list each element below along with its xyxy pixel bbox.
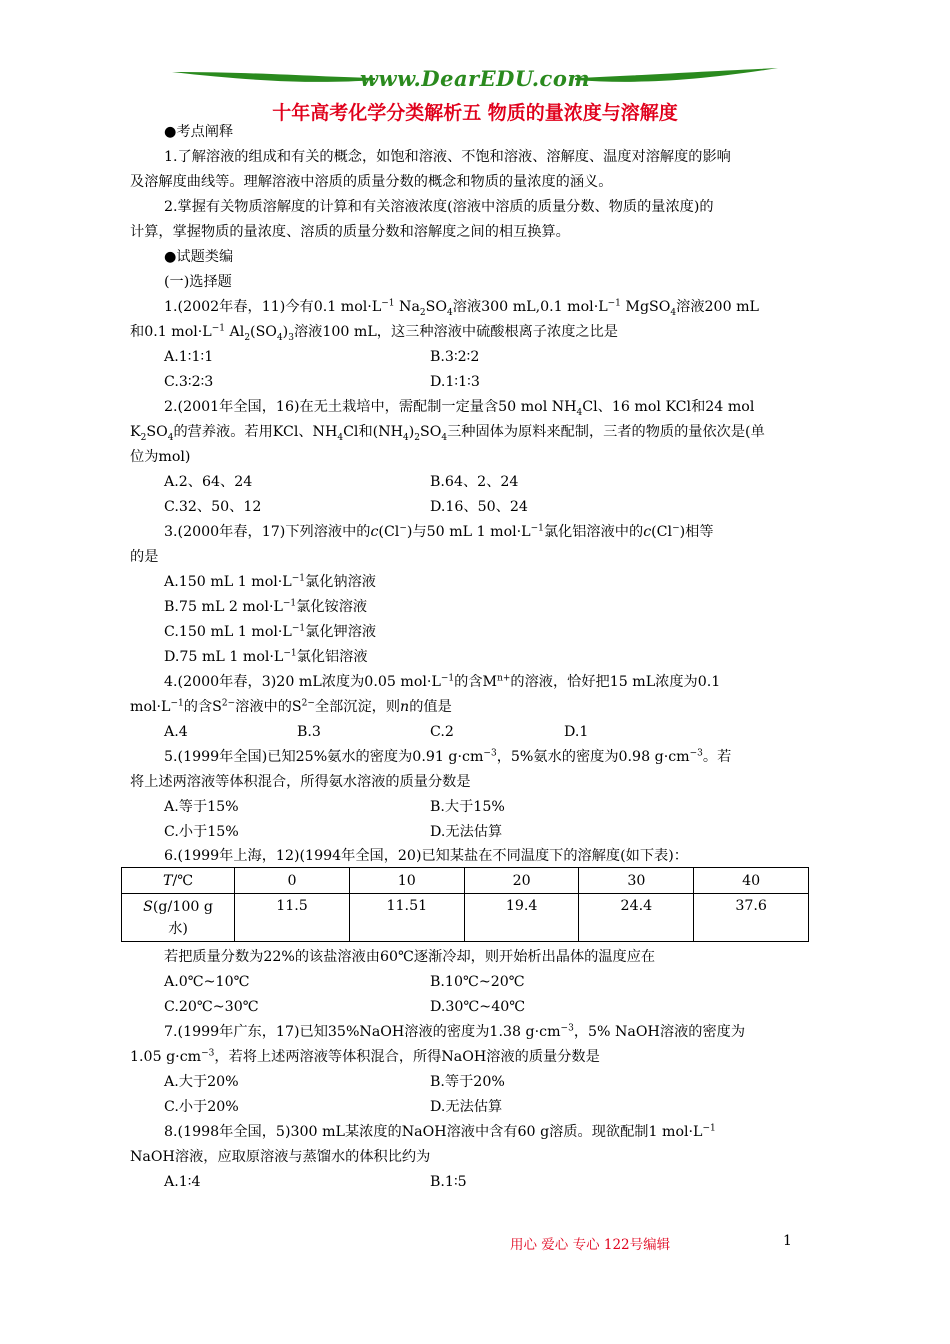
page-footer: 用心 爱心 专心 122号编辑 [510,1237,671,1253]
table-header-cell: 30 [579,868,694,894]
section-heading: ●考点阐释 [164,124,234,140]
table-header-cell: 20 [464,868,579,894]
table-header-cell: 10 [349,868,464,894]
question-6-line-2: 若把质量分数为22%的该盐溶液由60℃逐渐冷却，则开始析出晶体的温度应在 [164,949,656,965]
page-number: 1 [783,1233,792,1249]
option-b: B.75 mL 2 $mol\cdot L^{-1}$氯化铵溶液 [164,598,368,615]
paragraph-line: 及溶解度曲线等。理解溶液中溶质的质量分数的概念和物质的量浓度的涵义。 [130,174,613,190]
question-2-line-2: $K_2SO_4$的营养液。若用KCl、$NH_4Cl$和$(NH_4)_2SO_4$三种固体为原料来配制，三者的物质的量依次是(单 [130,424,765,443]
table-header-cell: 40 [694,868,809,894]
option-a: A.0℃~10℃ [164,974,250,990]
option-d: D.30℃~40℃ [430,999,526,1015]
question-5-line-1: 5.(1999年全国)已知25%氨水的密度为0.91 $g\cdot cm^{-3}$，5%氨水的密度为0.98 $g\cdot cm^{-3}$。若 [164,748,732,765]
table-row-label: S(g/100 g 水) [122,894,235,942]
table-header-cell: 0 [235,868,350,894]
option-d: D.无法估算 [430,1099,503,1115]
option-b: B.3∶2∶2 [430,349,480,365]
question-7-line-2: 1.05 $g\cdot cm^{-3}$，若将上述两溶液等体积混合，所得NaOH溶液的质量分数是 [130,1048,600,1065]
option-b: B.3 [297,724,321,740]
option-c: C.小于20% [164,1099,239,1115]
option-c: C.150 mL 1 $mol\cdot L^{-1}$氯化钾溶液 [164,623,377,640]
question-3-line-1: 3.(2000年春，17)下列溶液中的c(Cl−)与50 mL 1 $mol\cdot L^{-1}$氯化铝溶液中的c(Cl−)相等 [164,523,714,540]
site-banner [170,60,780,100]
paragraph-line: 计算，掌握物质的量浓度、溶质的质量分数和溶解度之间的相互换算。 [130,224,570,240]
option-a: A.1∶1∶1 [164,349,214,365]
question-8-line-1: 8.(1998年全国，5)300 mL某浓度的NaOH溶液中含有60 g溶质。现欲配制1 $mol\cdot L^{-1}$ [164,1123,716,1140]
option-a: A.大于20% [164,1074,239,1090]
question-1-line-1: 1.(2002年春，11)今有0.1 $mol\cdot L^{-1}$ $Na_2SO_4$溶液300 mL,0.1 $mol\cdot L^{-1}$ MgSO$_4$溶液200 mL [164,298,759,318]
option-c: C.32、50、12 [164,499,262,515]
option-b: B.64、2、24 [430,474,519,490]
table-cell: 19.4 [464,894,579,942]
option-c: C.20℃~30℃ [164,999,259,1015]
option-d: D.75 mL 1 $mol\cdot L^{-1}$氯化铝溶液 [164,648,368,665]
option-c: C.3∶2∶3 [164,374,214,390]
option-b: B.等于20% [430,1074,505,1090]
option-d: D.16、50、24 [430,499,528,515]
option-b: B.10℃~20℃ [430,974,525,990]
option-d: D.1 [564,724,589,740]
question-4-line-2: $mol\cdot L^{-1}$的含$S^{2-}$溶液中的$S^{2-}$全部沉淀，则n的值是 [130,698,452,715]
section-heading: ●试题类编 [164,249,234,265]
paragraph-line: 1.了解溶液的组成和有关的概念，如饱和溶液、不饱和溶液、溶解度、温度对溶解度的影响 [164,149,731,165]
option-a: A.150 mL 1 $mol\cdot L^{-1}$氯化钠溶液 [164,573,376,590]
option-a: A.等于15% [164,799,239,815]
table-row [122,894,809,942]
question-8-line-2: NaOH溶液，应取原溶液与蒸馏水的体积比约为 [130,1149,431,1165]
question-2-line-1: 2.(2001年全国，16)在无土栽培中，需配制一定量含50 mol $NH_4Cl$、16 mol KCl和24 mol [164,399,755,418]
option-c: C.小于15% [164,824,239,840]
table-cell: 11.5 [235,894,350,942]
option-a: A.2、64、24 [164,474,253,490]
question-6-line-1: 6.(1999年上海，12)(1994年全国，20)已知某盐在不同温度下的溶解度(如下表)： [164,848,688,864]
table-header-row [122,868,809,894]
option-b: B.1∶5 [430,1174,467,1190]
site-logo-text: www.DearEDU.com [359,66,591,91]
table-cell: 24.4 [579,894,694,942]
paragraph-line: 2.掌握有关物质溶解度的计算和有关溶液浓度(溶液中溶质的质量分数、物质的量浓度)的 [164,199,714,215]
table-cell: 37.6 [694,894,809,942]
option-d: D.1∶1∶3 [430,374,480,390]
table-cell: 11.51 [349,894,464,942]
option-b: B.大于15% [430,799,505,815]
table-header-cell: T/℃ [122,868,235,894]
option-d: D.无法估算 [430,824,503,840]
solubility-table [121,867,809,942]
option-c: C.2 [430,724,454,740]
question-5-line-2: 将上述两溶液等体积混合，所得氨水溶液的质量分数是 [130,774,471,790]
question-3-line-2: 的是 [130,549,159,565]
question-2-line-3: 位为mol) [130,449,191,465]
option-a: A.1∶4 [164,1174,201,1190]
question-7-line-1: 7.(1999年广东，17)已知35%NaOH溶液的密度为1.38 $g\cdot cm^{-3}$，5% NaOH溶液的密度为 [164,1023,746,1040]
document-title: 十年高考化学分类解析五 物质的量浓度与溶解度 [272,102,678,124]
subsection-heading: (一)选择题 [164,274,232,290]
option-a: A.4 [164,724,188,740]
question-4-line-1: 4.(2000年春，3)20 mL浓度为0.05 $mol\cdot L^{-1}$的含$M^{n+}$的溶液，恰好把15 mL浓度为0.1 [164,673,721,690]
question-1-line-2: 和0.1 $mol\cdot L^{-1}$ $Al_2(SO_4)_3$溶液100 mL，这三种溶液中硫酸根离子浓度之比是 [130,323,618,343]
